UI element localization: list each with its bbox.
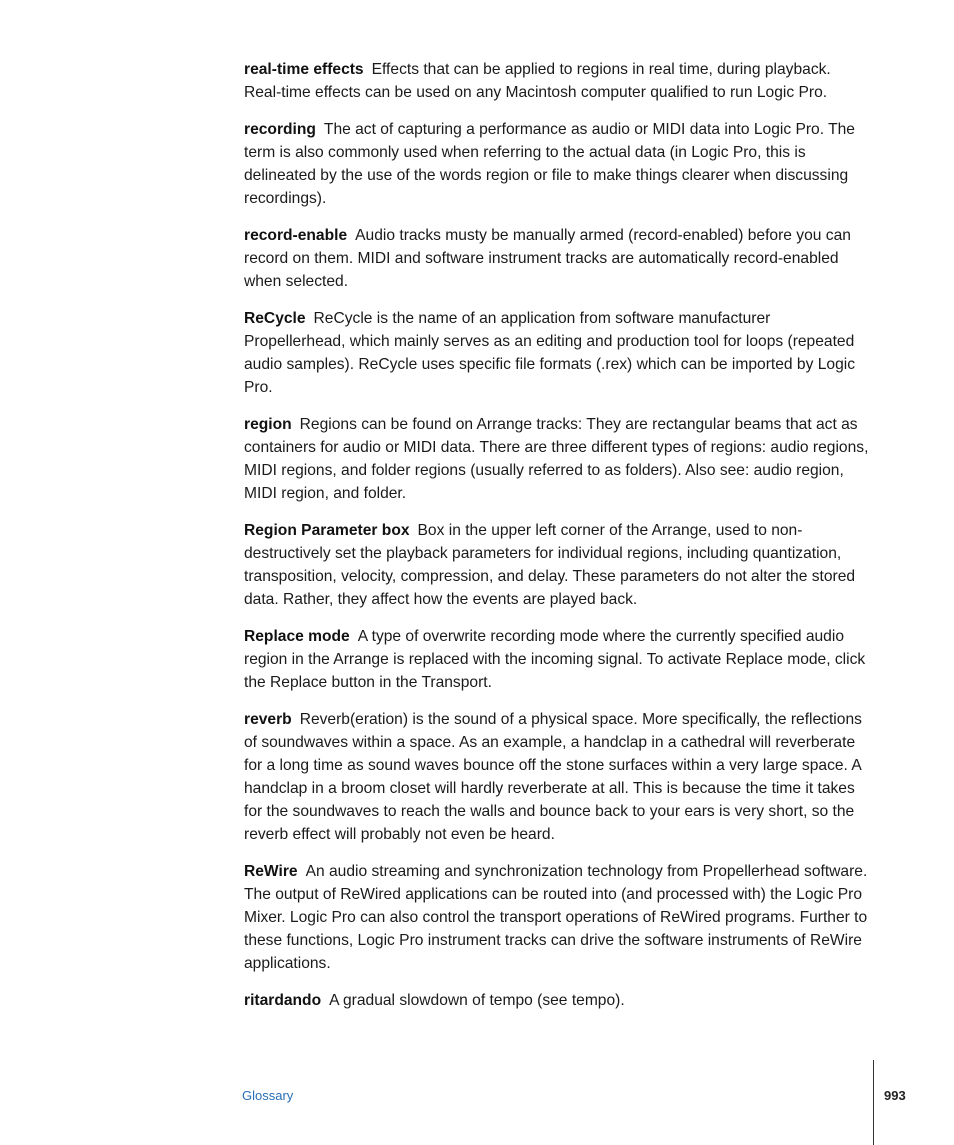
glossary-entry-region — [244, 413, 872, 505]
glossary-entry-real-time-effects — [244, 58, 872, 104]
glossary-term: Replace mode — [244, 628, 350, 645]
glossary-definition: Effects that can be applied to regions in real time, during playback. Real-time effects can be used on any Macintosh computer qualified to run Logic Pro. — [244, 61, 831, 101]
glossary-entry-recording — [244, 118, 872, 210]
glossary-definition: Box in the upper left corner of the Arrange, used to non-destructively set the playback parameters for individual regions, including quantization, transposition, velocity, compression, and delay. These parameters do not alter the stored data. Rather, they affect how the events are played back. — [244, 522, 856, 608]
glossary-definition: The act of capturing a performance as audio or MIDI data into Logic Pro. The term is also commonly used when referring to the actual data (in Logic Pro, this is delineated by the use of the words region or file to make things clearer when discussing recordings). — [244, 121, 855, 207]
glossary-definition: ReCycle is the name of an application from software manufacturer Propellerhead, which mainly serves as an editing and production tool for loops (repeated audio samples). ReCycle uses specific file formats (.rex) which can be imported by Logic Pro. — [244, 310, 856, 396]
glossary-term: record-enable — [244, 227, 348, 244]
glossary-definition: Audio tracks musty be manually armed (record-enabled) before you can record on them. MIDI and software instrument tracks are automatically record-enabled when selected. — [244, 227, 851, 290]
glossary-entry-rewire — [244, 860, 872, 975]
glossary-term: real-time effects — [244, 61, 364, 78]
glossary-term: reverb — [244, 711, 292, 728]
glossary-definition: A type of overwrite recording mode where the currently specified audio region in the Arrange is replaced with the incoming signal. To activate Replace mode, click the Replace button in the Transport. — [244, 628, 866, 691]
glossary-content — [244, 58, 872, 1026]
glossary-definition: Reverb(eration) is the sound of a physical space. More specifically, the reflections of soundwaves within a space. As an example, a handclap in a cathedral will reverberate for a long time as sound waves bounce off the stone surfaces within a very large space. A handclap in a broom closet will hardly reverberate at all. This is because the time it takes for the soundwaves to reach the walls and bounce back to your ears is very short, so the reverb effect will probably not even be heard. — [244, 711, 862, 843]
glossary-entry-ritardando — [244, 989, 872, 1012]
glossary-entry-recycle — [244, 307, 872, 399]
glossary-term: recording — [244, 121, 316, 138]
glossary-term: region — [244, 416, 292, 433]
glossary-entry-reverb — [244, 708, 872, 846]
glossary-entry-record-enable — [244, 224, 872, 293]
glossary-entry-replace-mode — [244, 625, 872, 694]
footer-section-label: Glossary — [242, 1088, 294, 1103]
footer-divider — [873, 1060, 874, 1145]
glossary-term: ReWire — [244, 863, 298, 880]
glossary-definition: Regions can be found on Arrange tracks: They are rectangular beams that act as containers for audio or MIDI data. There are three different types of regions: audio regions, MIDI regions, and folder regions (usually referred to as folders). Also see: audio region, MIDI region, and folder. — [244, 416, 869, 502]
glossary-term: ReCycle — [244, 310, 306, 327]
glossary-entry-region-parameter-box — [244, 519, 872, 611]
glossary-term: Region Parameter box — [244, 522, 410, 539]
page-number: 993 — [884, 1088, 906, 1103]
glossary-definition: A gradual slowdown of tempo (see tempo). — [329, 992, 625, 1009]
glossary-definition: An audio streaming and synchronization technology from Propellerhead software. The output of ReWired applications can be routed into (and processed with) the Logic Pro Mixer. Logic Pro can also control the transport operations of ReWired programs. Further to these functions, Logic Pro instrument tracks can drive the software instruments of ReWire applications. — [244, 863, 868, 972]
glossary-term: ritardando — [244, 992, 322, 1009]
